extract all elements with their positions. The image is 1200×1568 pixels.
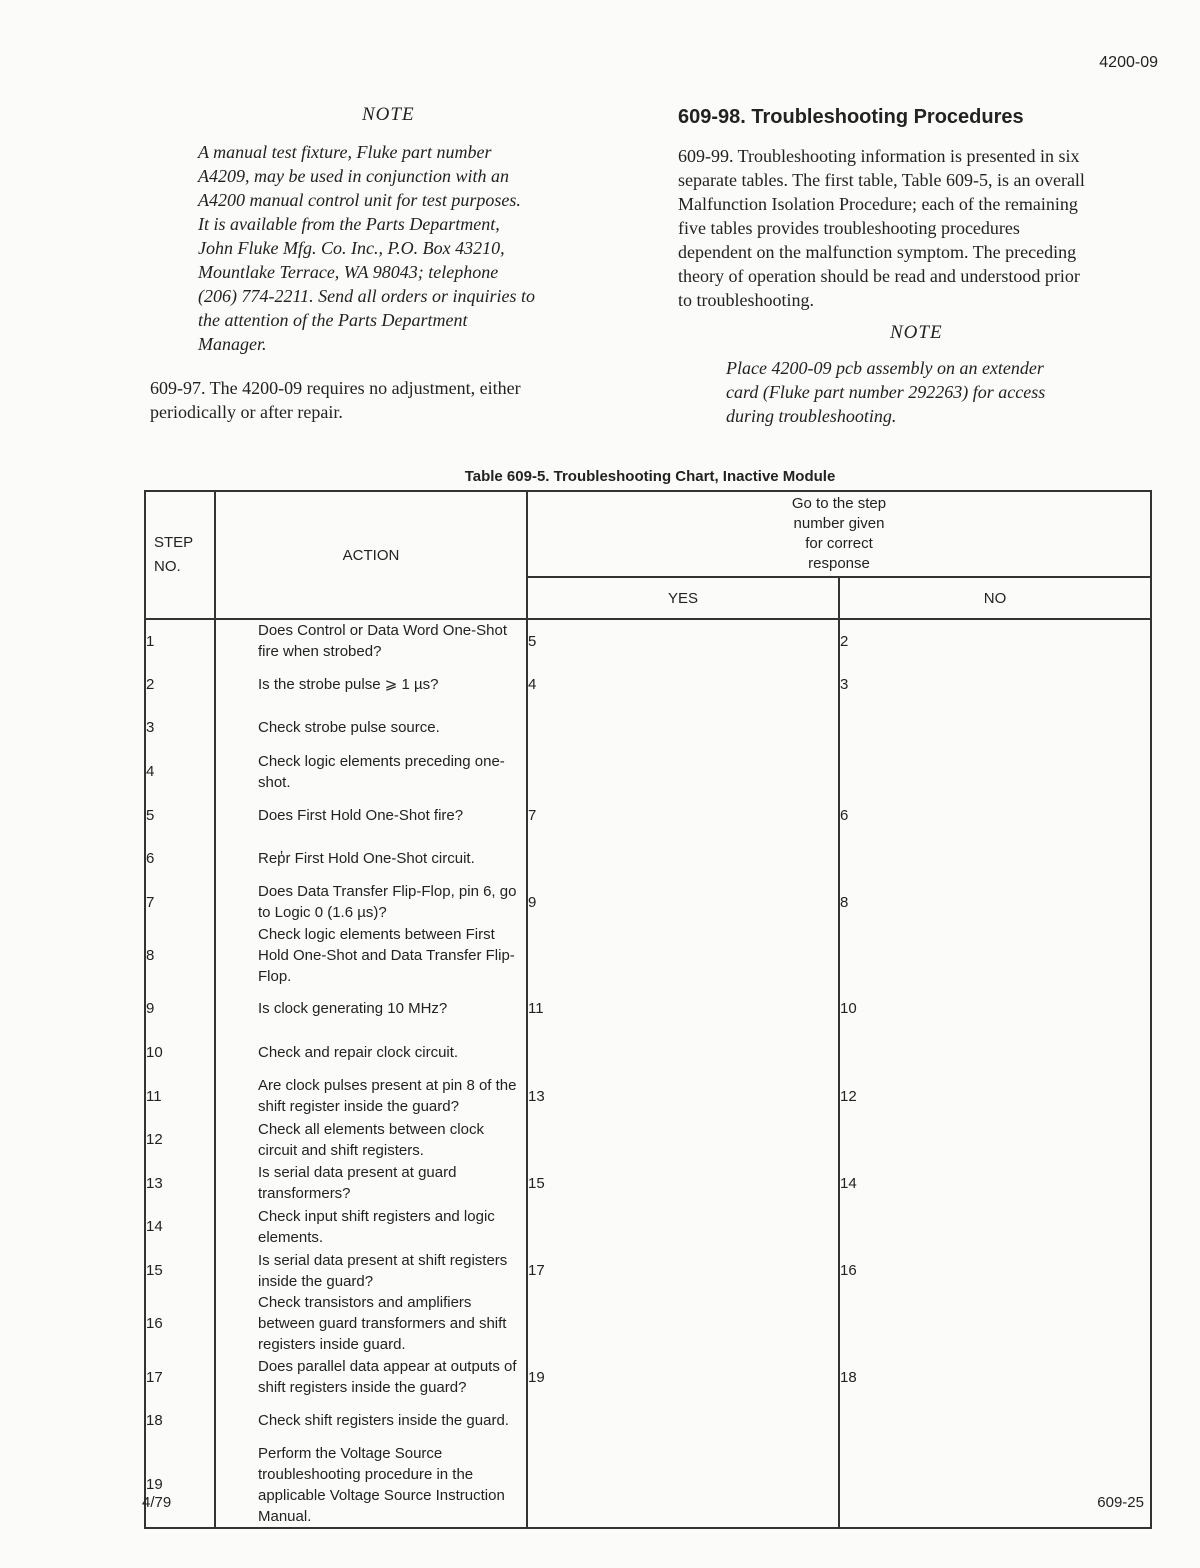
left-note-line: A4209, may be used in conjunction with an bbox=[198, 166, 509, 186]
yes-step: 17 bbox=[527, 1249, 839, 1293]
no-step bbox=[839, 1292, 1151, 1355]
step-number: 10 bbox=[145, 1031, 215, 1075]
step-action: Check logic elements preceding one-shot. bbox=[215, 750, 527, 794]
yes-step bbox=[527, 706, 839, 750]
footer-page-number: 609-25 bbox=[1097, 1494, 1144, 1511]
table-row bbox=[145, 1205, 1151, 1249]
step-action: Check shift registers inside the guard. bbox=[215, 1399, 527, 1443]
right-note-line: Place 4200-09 pcb assembly on an extender bbox=[726, 358, 1044, 378]
step-number: 2 bbox=[145, 663, 215, 707]
table-row bbox=[145, 1162, 1151, 1206]
step-number: 7 bbox=[145, 881, 215, 925]
step-number: 17 bbox=[145, 1355, 215, 1399]
no-step: 3 bbox=[839, 663, 1151, 707]
step-number: 16 bbox=[145, 1292, 215, 1355]
table-row bbox=[145, 1031, 1151, 1075]
step-number: 15 bbox=[145, 1249, 215, 1293]
yes-step bbox=[527, 924, 839, 987]
left-note-line: John Fluke Mfg. Co. Inc., P.O. Box 43210, bbox=[198, 238, 505, 258]
table-row bbox=[145, 619, 1151, 663]
left-note-line: Mountlake Terrace, WA 98043; telephone bbox=[198, 262, 499, 282]
right-note-line: during troubleshooting. bbox=[726, 406, 897, 426]
paragraph-line: 609-97. The 4200-09 requires no adjustment, either bbox=[150, 378, 521, 398]
paragraph-line: theory of operation should be read and understood prior bbox=[678, 266, 1080, 286]
section-heading: 609-98. Troubleshooting Procedures bbox=[678, 106, 1024, 128]
yes-step: 15 bbox=[527, 1162, 839, 1206]
header-no: NO bbox=[839, 577, 1151, 619]
step-number: 4 bbox=[145, 750, 215, 794]
table-row bbox=[145, 706, 1151, 750]
yes-step bbox=[527, 837, 839, 881]
step-action: Is serial data present at guard transformers? bbox=[215, 1162, 527, 1206]
paragraph-line: periodically or after repair. bbox=[150, 402, 343, 422]
no-step bbox=[839, 750, 1151, 794]
no-step: 12 bbox=[839, 1074, 1151, 1118]
step-action: Is clock generating 10 MHz? bbox=[215, 987, 527, 1031]
no-step bbox=[839, 1399, 1151, 1443]
step-action: Check logic elements between First Hold One-Shot and Data Transfer Flip-Flop. bbox=[215, 924, 527, 987]
table-row bbox=[145, 750, 1151, 794]
yes-step bbox=[527, 1443, 839, 1528]
no-step: 2 bbox=[839, 619, 1151, 663]
left-note-line: It is available from the Parts Department, bbox=[198, 214, 500, 234]
step-action: Does Data Transfer Flip-Flop, pin 6, go to Logic 0 (1.6 µs)? bbox=[215, 881, 527, 925]
step-number: 19 bbox=[145, 1443, 215, 1528]
paragraph-line: separate tables. The first table, Table 609-5, is an overall bbox=[678, 170, 1085, 190]
paragraph-609-97 bbox=[150, 376, 630, 424]
step-action: Are clock pulses present at pin 8 of the shift register inside the guard? bbox=[215, 1074, 527, 1118]
step-action: Perform the Voltage Source troubleshooting procedure in the applicable Voltage Source Instruction Manual. bbox=[215, 1443, 527, 1528]
table-row bbox=[145, 1355, 1151, 1399]
table-row bbox=[145, 881, 1151, 925]
yes-step: 9 bbox=[527, 881, 839, 925]
table-row bbox=[145, 924, 1151, 987]
right-note-title: NOTE bbox=[890, 322, 943, 343]
yes-step: 4 bbox=[527, 663, 839, 707]
yes-step bbox=[527, 1118, 839, 1162]
left-note-line: the attention of the Parts Department bbox=[198, 310, 468, 330]
step-action: Check and repair clock circuit. bbox=[215, 1031, 527, 1075]
header-goto bbox=[527, 491, 1151, 577]
step-action: Check strobe pulse source. bbox=[215, 706, 527, 750]
left-note-line: A4200 manual control unit for test purposes. bbox=[198, 190, 521, 210]
step-action: Does First Hold One-Shot fire? bbox=[215, 793, 527, 837]
paragraph-line: to troubleshooting. bbox=[678, 290, 814, 310]
no-step bbox=[839, 1118, 1151, 1162]
step-action: Is the strobe pulse ⩾ 1 µs? bbox=[215, 663, 527, 707]
table-row bbox=[145, 1399, 1151, 1443]
step-action: Is serial data present at shift registers inside the guard? bbox=[215, 1249, 527, 1293]
no-step: 8 bbox=[839, 881, 1151, 925]
header-goto-line: for correct bbox=[805, 535, 873, 552]
no-step bbox=[839, 837, 1151, 881]
step-number: 18 bbox=[145, 1399, 215, 1443]
yes-step: 13 bbox=[527, 1074, 839, 1118]
header-step-line1: STEP bbox=[154, 534, 194, 551]
table-body bbox=[145, 619, 1151, 1528]
right-note-body bbox=[726, 356, 1118, 428]
yes-step: 5 bbox=[527, 619, 839, 663]
page-header-number: 4200-09 bbox=[1099, 54, 1158, 71]
header-step-no bbox=[145, 491, 215, 619]
no-step: 14 bbox=[839, 1162, 1151, 1206]
step-action: Check input shift registers and logic elements. bbox=[215, 1205, 527, 1249]
step-action: Does Control or Data Word One-Shot fire when strobed? bbox=[215, 619, 527, 663]
yes-step: 7 bbox=[527, 793, 839, 837]
step-number: 6 bbox=[145, 837, 215, 881]
footer-date: 4/79 bbox=[142, 1494, 172, 1511]
left-note-line: Manager. bbox=[198, 334, 267, 354]
header-yes: YES bbox=[527, 577, 839, 619]
yes-step bbox=[527, 1399, 839, 1443]
table-row bbox=[145, 1249, 1151, 1293]
step-number: 5 bbox=[145, 793, 215, 837]
left-note-line: (206) 774-2211. Send all orders or inquiries to bbox=[198, 286, 535, 306]
step-action: Check all elements between clock circuit and shift registers. bbox=[215, 1118, 527, 1162]
no-step: 6 bbox=[839, 793, 1151, 837]
table-row bbox=[145, 793, 1151, 837]
left-note-line: A manual test fixture, Fluke part number bbox=[198, 142, 492, 162]
paragraph-line: dependent on the malfunction symptom. The preceding bbox=[678, 242, 1077, 262]
table-row bbox=[145, 1074, 1151, 1118]
paragraph-line: 609-99. Troubleshooting information is presented in six bbox=[678, 146, 1080, 166]
header-goto-line: response bbox=[808, 555, 870, 572]
paragraph-line: five tables provides troubleshooting procedures bbox=[678, 218, 1020, 238]
table-caption: Table 609-5. Troubleshooting Chart, Inactive Module bbox=[464, 468, 836, 485]
no-step bbox=[839, 1205, 1151, 1249]
no-step bbox=[839, 1443, 1151, 1528]
step-number: 8 bbox=[145, 924, 215, 987]
no-step: 10 bbox=[839, 987, 1151, 1031]
table-row bbox=[145, 1443, 1151, 1528]
no-step bbox=[839, 706, 1151, 750]
left-note-body bbox=[198, 140, 582, 356]
no-step: 16 bbox=[839, 1249, 1151, 1293]
step-number: 14 bbox=[145, 1205, 215, 1249]
header-goto-line: number given bbox=[793, 515, 885, 532]
table-row bbox=[145, 837, 1151, 881]
step-number: 12 bbox=[145, 1118, 215, 1162]
step-number: 3 bbox=[145, 706, 215, 750]
no-step bbox=[839, 924, 1151, 987]
step-number: 11 bbox=[145, 1074, 215, 1118]
paragraph-line: Malfunction Isolation Procedure; each of the remaining bbox=[678, 194, 1078, 214]
step-action: Does parallel data appear at outputs of shift registers inside the guard? bbox=[215, 1355, 527, 1399]
yes-step bbox=[527, 750, 839, 794]
yes-step bbox=[527, 1031, 839, 1075]
table-row bbox=[145, 987, 1151, 1031]
troubleshooting-table bbox=[144, 490, 1152, 1529]
step-action: Rep̔r First Hold One-Shot circuit. bbox=[215, 837, 527, 881]
header-step-line2: NO. bbox=[154, 558, 181, 575]
yes-step: 19 bbox=[527, 1355, 839, 1399]
header-action: ACTION bbox=[215, 491, 527, 619]
step-number: 9 bbox=[145, 987, 215, 1031]
table-row bbox=[145, 1118, 1151, 1162]
header-goto-line: Go to the step bbox=[791, 495, 887, 512]
left-note-title: NOTE bbox=[362, 104, 415, 125]
yes-step bbox=[527, 1205, 839, 1249]
step-action: Check transistors and amplifiers between guard transformers and shift registers inside guard. bbox=[215, 1292, 527, 1355]
step-number: 1 bbox=[145, 619, 215, 663]
table-row bbox=[145, 663, 1151, 707]
yes-step bbox=[527, 1292, 839, 1355]
no-step bbox=[839, 1031, 1151, 1075]
paragraph-609-99 bbox=[678, 144, 1156, 312]
step-number: 13 bbox=[145, 1162, 215, 1206]
yes-step: 11 bbox=[527, 987, 839, 1031]
table-row bbox=[145, 1292, 1151, 1355]
no-step: 18 bbox=[839, 1355, 1151, 1399]
right-note-line: card (Fluke part number 292263) for access bbox=[726, 382, 1046, 402]
